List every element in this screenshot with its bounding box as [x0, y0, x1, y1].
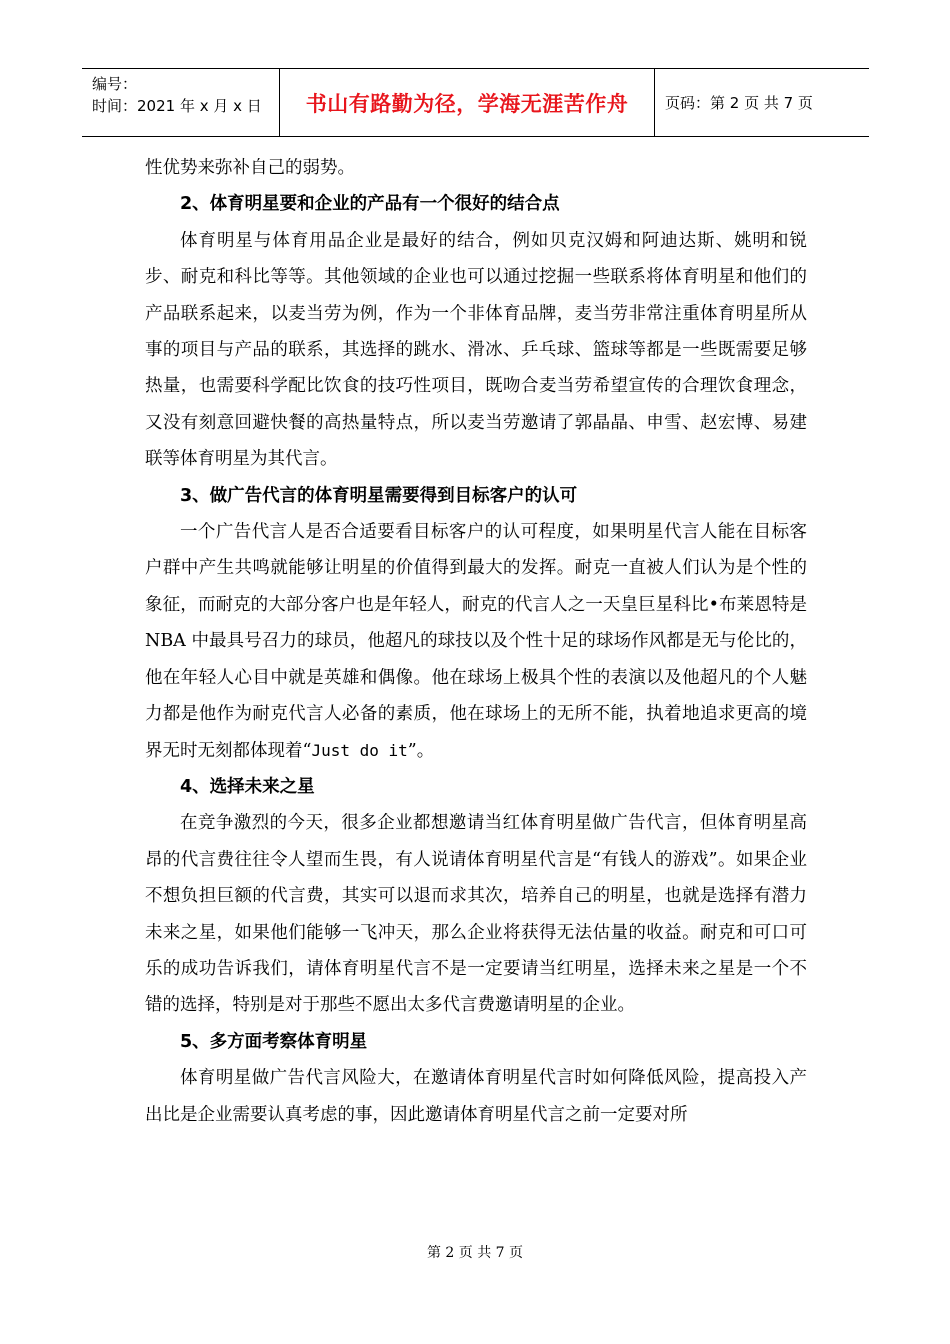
- paragraph-3-end: ”。: [407, 740, 435, 761]
- paragraph-5: 体育明星做广告代言风险大，在邀请体育明星代言时如何降低风险，提高投入产出比是企业需要认真考虑的事，因此邀请体育明星代言之前一定要对所: [145, 1068, 807, 1125]
- paragraph-3-text: 一个广告代言人是否合适要看目标客户的认可程度，如果明星代言人能在目标客户群中产生共鸣就能够让明星的价值得到最大的发挥。耐克一直被人们认为是个性的象征，而耐克的大部分客户也是年轻人，耐克的代言人之一天皇巨星科比•布莱恩特是 NBA 中最具号召力的球员，他超凡的球技以及个性十足的球场作风都是无与伦比的，他在年轻人心目中就是英雄和偶像。他在球场上极具个性的表演以及他超凡的个人魅力都是他作为耐克代言人必备的素质，他在球场上的无所不能，执着地追求更高的境界无时无刻都体现着“: [145, 522, 807, 761]
- slogan-text: Just do it: [311, 740, 408, 760]
- page-header: [82, 68, 869, 137]
- page-footer: 第 2 页 共 7 页: [426, 1245, 524, 1261]
- header-meta-cell: [82, 69, 280, 136]
- paragraph-3: [145, 514, 807, 769]
- section-heading-5: 5、多方面考察体育明星: [180, 1031, 368, 1052]
- document-body: [145, 150, 807, 1133]
- header-motto: 书山有路勤为径，学海无涯苦作舟: [280, 69, 655, 136]
- section-heading-3: 3、做广告代言的体育明星需要得到目标客户的认可: [180, 485, 578, 506]
- number-label: 编号：: [92, 75, 138, 93]
- paragraph-continuation: 性优势来弥补自己的弱势。: [145, 158, 355, 178]
- section-heading-2: 2、体育明星要和企业的产品有一个很好的结合点: [180, 194, 560, 215]
- header-page-info: 页码：第 2 页 共 7 页: [665, 94, 813, 112]
- time-label: 时间：2021 年 x 月 x 日: [92, 97, 262, 115]
- paragraph-4: 在竞争激烈的今天，很多企业都想邀请当红体育明星做广告代言，但体育明星高昂的代言费往往令人望而生畏，有人说请体育明星代言是“有钱人的游戏”。如果企业不想负担巨额的代言费，其实可以退而求其次，培养自己的明星，也就是选择有潜力未来之星，如果他们能够一飞冲天，那么企业将获得无法估量的收益。耐克和可口可乐的成功告诉我们，请体育明星代言不是一定要请当红明星，选择未来之星是一个不错的选择，特别是对于那些不愿出太多代言费邀请明星的企业。: [145, 813, 807, 1016]
- paragraph-2: 体育明星与体育用品企业是最好的结合，例如贝克汉姆和阿迪达斯、姚明和锐步、耐克和科比等等。其他领域的企业也可以通过挖掘一些联系将体育明星和他们的产品联系起来，以麦当劳为例，作为一个非体育品牌，麦当劳非常注重体育明星所从事的项目与产品的联系，其选择的跳水、滑冰、乒乓球、篮球等都是一些既需要足够热量，也需要科学配比饮食的技巧性项目，既吻合麦当劳希望宣传的合理饮食理念，又没有刻意回避快餐的高热量特点，所以麦当劳邀请了郭晶晶、申雪、赵宏博、易建联等体育明星为其代言。: [145, 230, 807, 470]
- section-heading-4: 4、选择未来之星: [180, 776, 315, 797]
